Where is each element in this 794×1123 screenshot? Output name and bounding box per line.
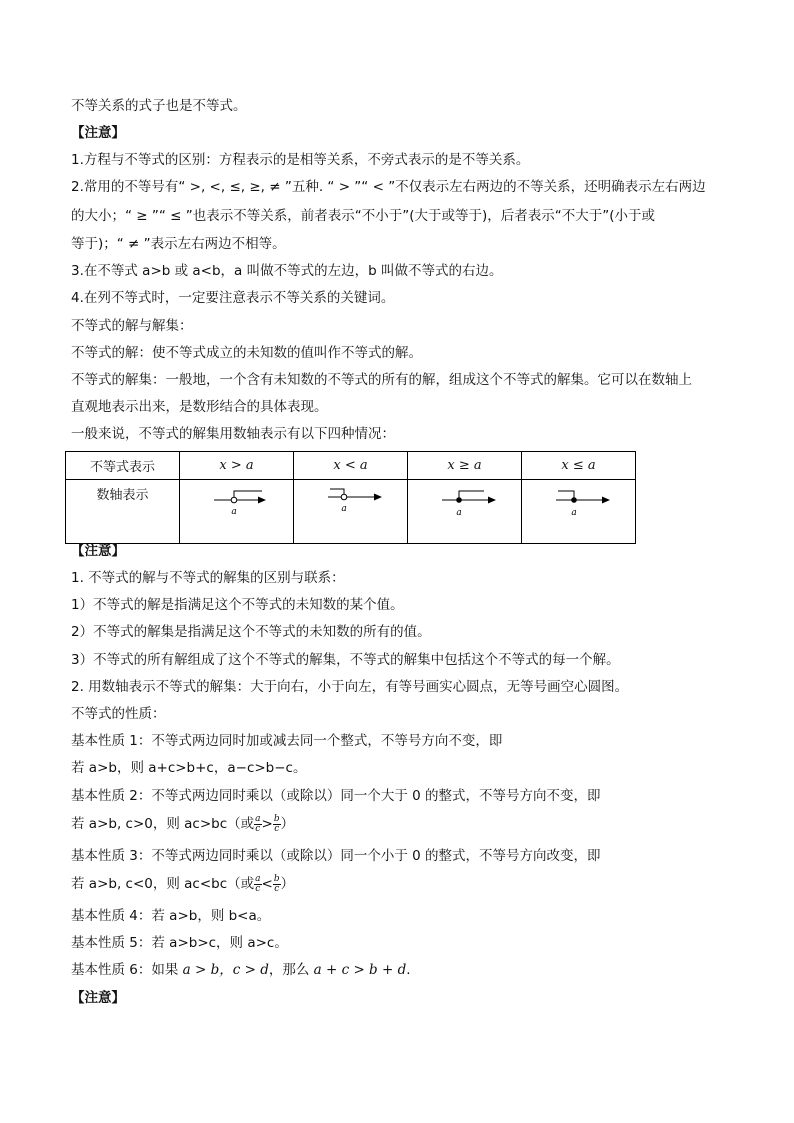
formula-text: 基本性质 6：如果 (71, 962, 183, 978)
text-line: 基本性质 4：若 a>b，则 b<a。 (71, 908, 271, 924)
table-header-label: 不等式表示 (66, 452, 180, 480)
formula-text: 若 a>b, c<0，则 ac<bc（或 (71, 876, 255, 892)
text-line: 基本性质 3：不等式两边同时乘以（或除以）同一个小于 0 的整式，不等号方向改变，即 (71, 848, 601, 864)
text-line: 基本性质 2：不等式两边同时乘以（或除以）同一个大于 0 的整式，不等号方向不变，即 (71, 788, 601, 804)
text-line: 的大小；“ ≥ ”“ ≤ ”也表示不等关系，前者表示“不小于”(大于或等于)，后者表示“不大于”(小于或 (71, 208, 656, 224)
number-line-cell (522, 480, 636, 544)
text-line: 不等式的解：使不等式成立的未知数的值叫作不等式的解。 (71, 345, 422, 361)
text-line: 2.常用的不等号有“ >, <, ≤, ≥, ≠ ”五种. “ > ”“ < ”不仅表示左右两边的不等关系，还明确表示左右两边 (71, 179, 706, 195)
formula-text: . (406, 962, 411, 978)
arrow-icon (488, 497, 496, 504)
section-heading: 不等式的性质： (71, 706, 166, 722)
axis-label: a (231, 507, 237, 517)
fraction: $\frac{a}{c}$ (255, 873, 261, 894)
note-heading: 【注意】 (71, 990, 125, 1006)
formula-text: 若 a>b, c>0，则 ac>bc（或 (71, 816, 255, 832)
formula-text: ） (280, 816, 295, 832)
text-line: 不等式的解集：一般地，一个含有未知数的不等式的所有的解，组成这个不等式的解集。它可以在数轴上 (71, 372, 692, 388)
table-col-header: x < a (294, 452, 408, 480)
section-heading: 不等式的解与解集： (71, 318, 193, 334)
table-row-label-cell (66, 480, 180, 544)
arrow-icon (374, 494, 382, 501)
formula-line (71, 874, 294, 894)
number-line-table (65, 451, 636, 544)
table-col-header: x ≤ a (522, 452, 636, 480)
text-line: 不等关系的式子也是不等式。 (71, 98, 247, 114)
number-line-ge (408, 480, 521, 539)
table-col-header: x > a (180, 452, 294, 480)
math-expression: a > b，c > d (182, 962, 269, 978)
table-row-label: 数轴表示 (96, 488, 149, 503)
text-line: 基本性质 5：若 a>b>c，则 a>c。 (71, 935, 288, 951)
text-line: 1）不等式的解是指满足这个不等式的未知数的某个值。 (71, 597, 404, 613)
text-line: 2. 用数轴表示不等式的解集：大于向右，小于向左，有等号画实心圆点，无等号画空心圆图。 (71, 679, 629, 695)
solid-dot-icon (456, 497, 462, 503)
text-line: 一般来说，不等式的解集用数轴表示有以下四种情况： (71, 426, 395, 442)
number-line-le (522, 480, 635, 539)
solid-dot-icon (571, 497, 577, 503)
text-line: 若 a>b，则 a+c>b+c，a−c>b−c。 (71, 760, 307, 776)
note-heading: 【注意】 (71, 125, 125, 141)
text-line: 3.在不等式 a>b 或 a<b，a 叫做不等式的左边，b 叫做不等式的右边。 (71, 263, 503, 279)
arrow-icon (258, 497, 266, 504)
table-col-header: x ≥ a (408, 452, 522, 480)
relation-sign: < (261, 876, 273, 892)
number-line-lt (294, 480, 407, 539)
fraction: $\frac{b}{c}$ (273, 813, 280, 834)
axis-label: a (571, 508, 577, 518)
formula-text: ，那么 (268, 962, 314, 978)
text-line: 1. 不等式的解与不等式的解集的区别与联系： (71, 570, 345, 586)
text-line: 3）不等式的所有解组成了这个不等式的解集，不等式的解集中包括这个不等式的每一个解。 (71, 652, 620, 668)
formula-line (71, 814, 294, 834)
text-line: 直观地表示出来，是数形结合的具体表现。 (71, 399, 328, 415)
solution-ray (459, 491, 484, 500)
formula-text: ） (280, 876, 295, 892)
number-line-gt (180, 480, 293, 539)
fraction: $\frac{b}{c}$ (273, 873, 280, 894)
text-line: 1.方程与不等式的区别：方程表示的是相等关系，不旁式表示的是不等关系。 (71, 152, 530, 168)
formula-line (71, 960, 411, 980)
axis-label: a (456, 508, 462, 518)
relation-sign: > (261, 816, 273, 832)
solution-ray (234, 491, 262, 500)
text-line: 2）不等式的解集是指满足这个不等式的未知数的所有的值。 (71, 624, 431, 640)
open-dot-icon (231, 497, 237, 503)
number-line-cell (180, 480, 294, 544)
note-heading: 【注意】 (71, 543, 125, 559)
fraction: $\frac{a}{c}$ (255, 813, 261, 834)
arrow-icon (602, 497, 610, 504)
number-line-cell (294, 480, 408, 544)
text-line: 等于)；“ ≠ ”表示左右两边不相等。 (71, 236, 286, 252)
axis-label: a (341, 504, 347, 514)
text-line: 基本性质 1：不等式两边同时加或减去同一个整式，不等号方向不变，即 (71, 733, 503, 749)
math-expression: a + c > b + d (313, 962, 407, 978)
text-line: 4.在列不等式时，一定要注意表示不等关系的关键词。 (71, 290, 395, 306)
number-line-cell (408, 480, 522, 544)
open-dot-icon (341, 494, 347, 500)
